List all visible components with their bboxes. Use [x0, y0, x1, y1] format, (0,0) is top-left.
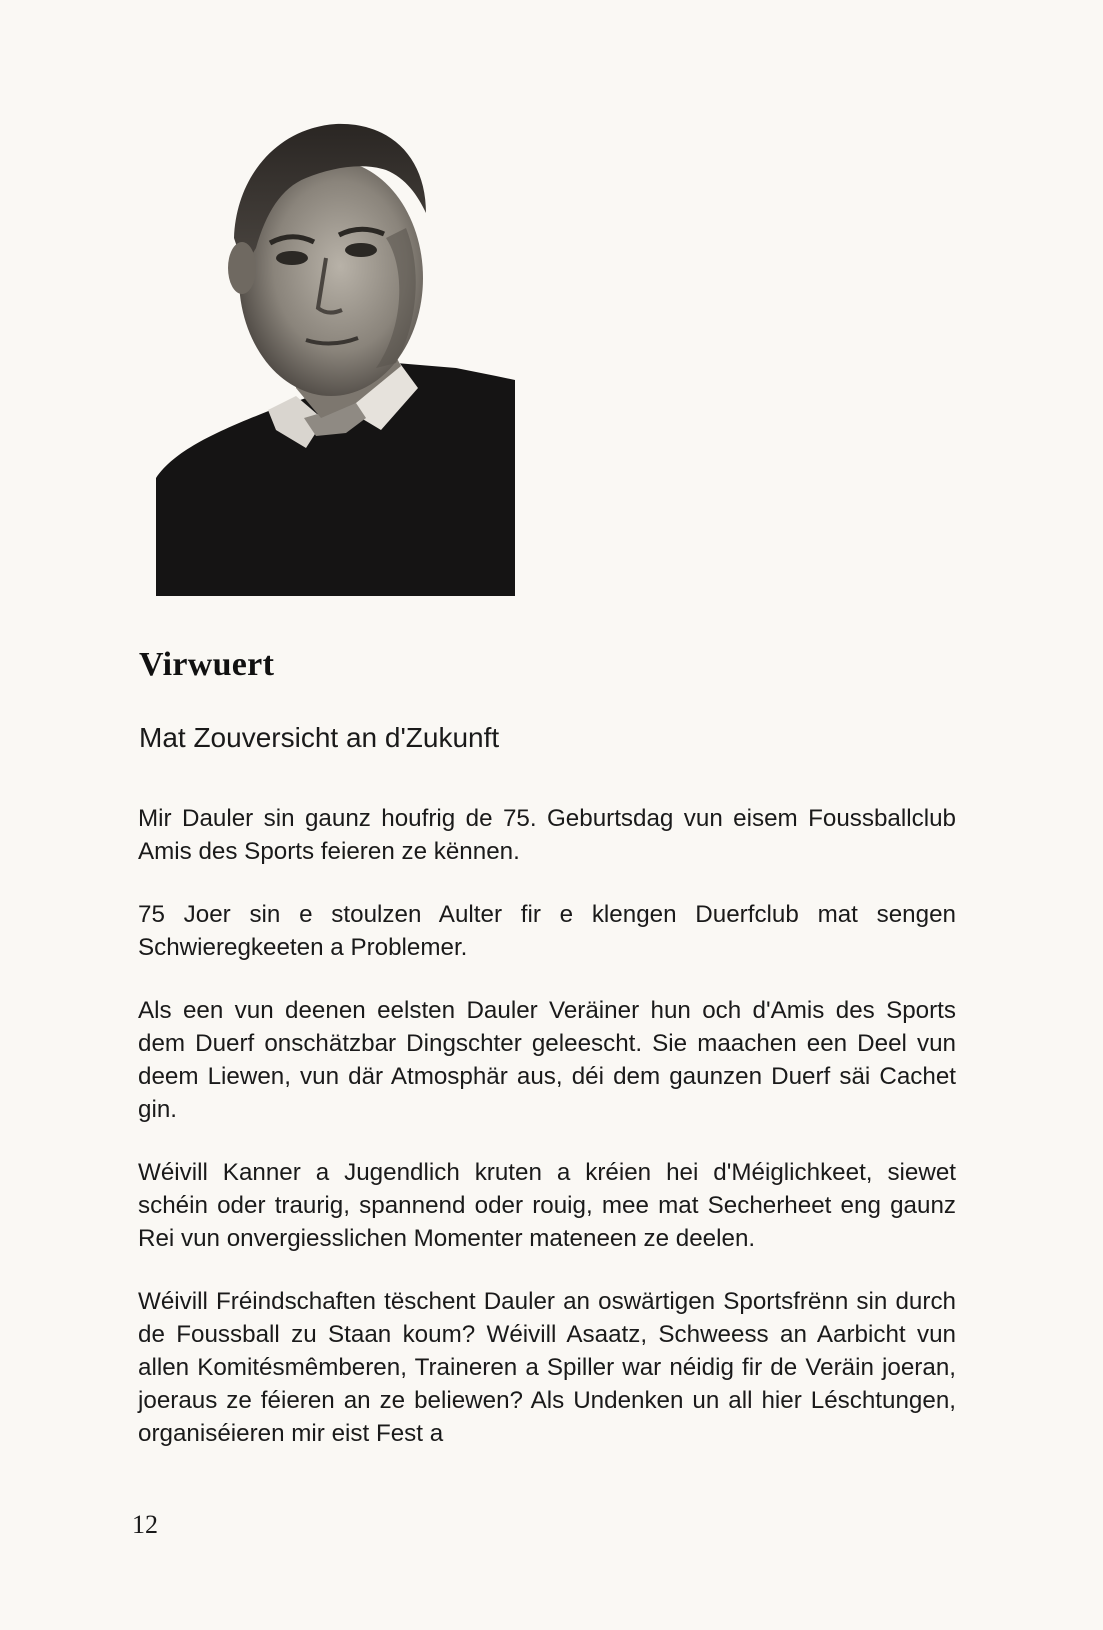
page-heading: Virwuert: [139, 646, 275, 683]
paragraph: Mir Dauler sin gaunz houfrig de 75. Geburtsdag vun eisem Foussballclub Amis des Sports feieren ze kënnen.: [138, 805, 956, 865]
paragraph: Wéivill Fréindschaften tëschent Dauler an oswärtigen Sportsfrënn sin durch de Foussball zu Staan koum? Wéivill Asaatz, Schweess an Aarbicht vun allen Komitésmêmberen, Traineren a Spiller war néidig fir de Veräin joeran, joeraus ze féieren an ze beliewen? Als Undenken un all hier Léschtungen, organiséieren mir eist Fest a: [138, 1288, 956, 1447]
paragraph: 75 Joer sin e stoulzen Aulter fir e klengen Duerfclub mat sengen Schwieregkeeten a Problemer.: [138, 901, 956, 961]
body-text: [138, 802, 956, 1480]
paragraph: Als een vun deenen eelsten Dauler Veräiner hun och d'Amis des Sports dem Duerf onschätzbar Dingschter geleescht. Sie maachen een Deel vun deem Liewen, vun där Atmosphär aus, déi dem gaunzen Duerf säi Cachet gin.: [138, 997, 956, 1123]
portrait-photo: [156, 118, 515, 596]
paragraph: Wéivill Kanner a Jugendlich kruten a kréien hei d'Méiglichkeet, siewet schéin oder traurig, spannend oder rouig, mee mat Secherheet eng gaunz Rei vun onvergiesslichen Momenter mateneen ze deelen.: [138, 1159, 956, 1252]
page-subheading: Mat Zouversicht an d'Zukunft: [139, 722, 500, 753]
portrait-photo-image: [156, 118, 515, 596]
page-number: 12: [132, 1510, 158, 1539]
